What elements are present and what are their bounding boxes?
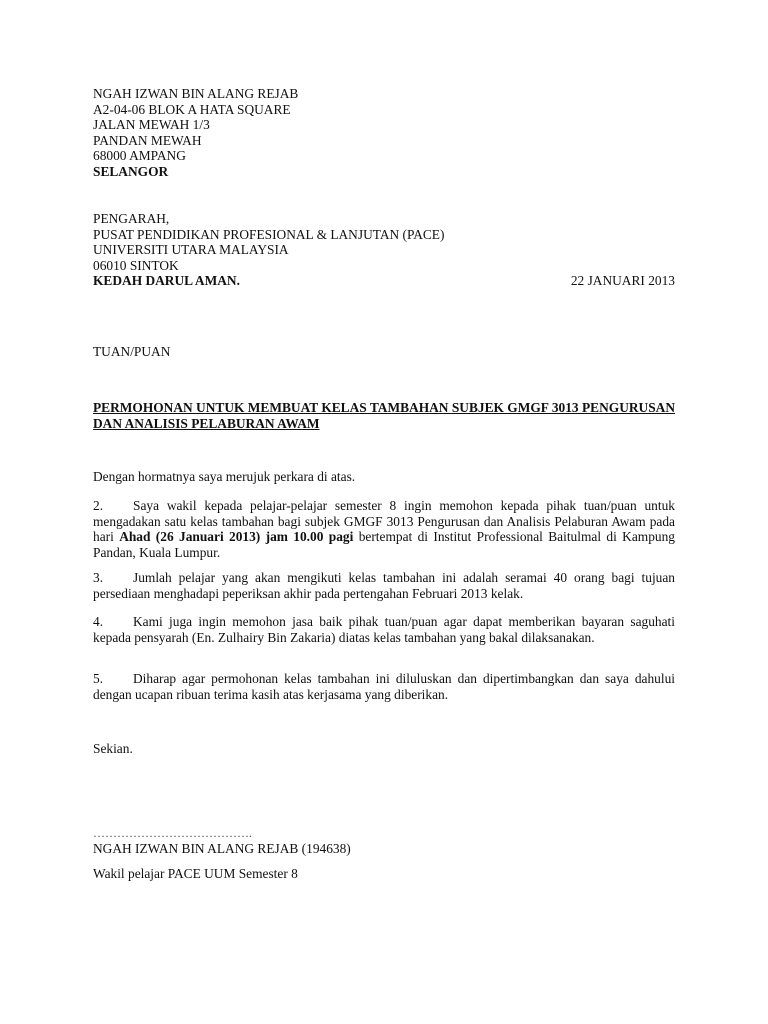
sender-address-block (93, 86, 675, 180)
sender-name: NGAH IZWAN BIN ALANG REJAB (93, 86, 299, 101)
paragraph-text: bertempat di Institut Professional Baitulmal di Kampung Pandan, Kuala Lumpur. (93, 529, 675, 560)
recipient-address-block (93, 211, 675, 289)
salutation: TUAN/PUAN (93, 344, 171, 359)
signature-dots: …………………………………. (93, 826, 252, 840)
sender-address-line: A2-04-06 BLOK A HATA SQUARE (93, 101, 291, 117)
paragraph-4 (93, 614, 675, 645)
sender-state: SELANGOR (93, 163, 169, 179)
closing: Sekian. (93, 741, 133, 756)
paragraph-3 (93, 570, 675, 601)
paragraph-text: Diharap agar permohonan kelas tambahan ini diluluskan dan dipertimbangkan dan saya dahului dengan ucapan ribuan terima kasih atas kerjasama yang diberikan. (93, 671, 675, 702)
sender-address-line: PANDAN MEWAH (93, 132, 202, 148)
recipient-address-line: 06010 SINTOK (93, 257, 179, 273)
paragraph-text: Kami juga ingin memohon jasa baik pihak tuan/puan agar dapat memberikan bayaran saguhati kepada pensyarah (En. Zulhairy Bin Zakaria) diatas kelas tambahan yang bakal dilaksanakan. (93, 614, 675, 645)
paragraph-text: Jumlah pelajar yang akan mengikuti kelas tambahan ini adalah seramai 40 orang bagi tujuan persediaan menghadapi peperiksan akhir pada pertengahan Februari 2013 kelak. (93, 570, 675, 601)
signature-role: Wakil pelajar PACE UUM Semester 8 (93, 866, 298, 881)
paragraph-number: 3. (93, 570, 104, 585)
recipient-address-line: PUSAT PENDIDIKAN PROFESIONAL & LANJUTAN (PACE) (93, 226, 445, 242)
opening-line: Dengan hormatnya saya merujuk perkara di atas. (93, 469, 356, 484)
paragraph-number: 4. (93, 614, 104, 629)
signature-name: NGAH IZWAN BIN ALANG REJAB (194638) (93, 841, 351, 856)
sender-address-line: JALAN MEWAH 1/3 (93, 117, 210, 133)
class-schedule-bold: Ahad (26 Januari 2013) jam 10.00 pagi (119, 529, 354, 545)
subject-heading: PERMOHONAN UNTUK MEMBUAT KELAS TAMBAHAN SUBJEK GMGF 3013 PENGURUSAN DAN ANALISIS PELABURAN AWAM (93, 400, 675, 431)
recipient-address-line: UNIVERSITI UTARA MALAYSIA (93, 242, 289, 258)
paragraph-5 (93, 671, 675, 702)
paragraph-2 (93, 498, 675, 560)
sender-address-line: 68000 AMPANG (93, 148, 186, 164)
paragraph-number: 5. (93, 671, 104, 686)
state-date-row (93, 273, 675, 289)
paragraph-number: 2. (93, 498, 104, 513)
recipient-title: PENGARAH, (93, 211, 170, 226)
letter-date: 22 JANUARI 2013 (570, 273, 675, 289)
recipient-state: KEDAH DARUL AMAN. (93, 273, 240, 289)
paragraph-text: Saya wakil kepada pelajar-pelajar semester 8 ingin memohon kepada pihak tuan/puan untuk mengadakan satu kelas tambahan bagi subjek GMGF 3013 Pengurusan dan Analisis Pelaburan Awam pada hari (93, 498, 675, 545)
